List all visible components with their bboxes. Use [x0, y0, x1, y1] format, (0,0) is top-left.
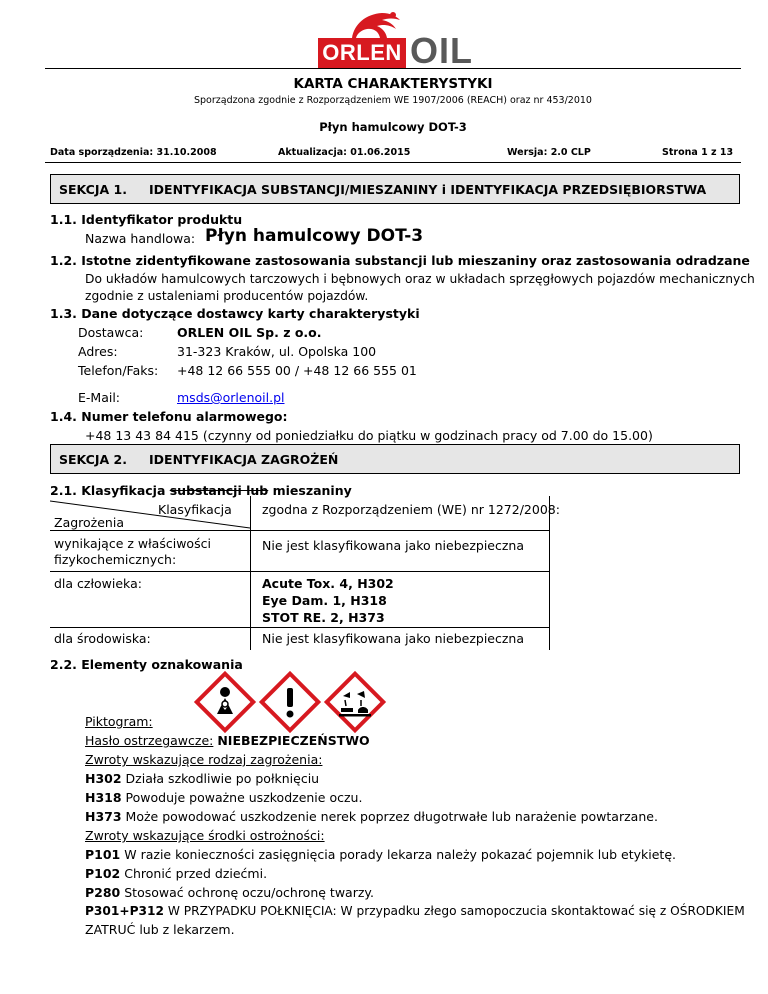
signal-word-value: NIEBEZPIECZEŃSTWO: [217, 733, 370, 748]
address-value: 31-323 Kraków, ul. Opolska 100: [177, 344, 377, 359]
precaution-code: P102: [85, 866, 121, 881]
hazard-text: Działa szkodliwie po połknięciu: [125, 771, 320, 786]
precaution-continuation: ZATRUĆ lub z lekarzem.: [85, 922, 235, 937]
heading-1-4: 1.4. Numer telefonu alarmowego:: [50, 409, 288, 424]
phone-value: +48 12 66 555 00 / +48 12 66 555 01: [177, 363, 417, 378]
hazard-text: Powoduje poważne uszkodzenie oczu.: [125, 790, 363, 805]
oil-wordmark: OIL: [410, 30, 473, 71]
heading-2-1-struck: substancji lub: [169, 483, 269, 498]
precaution-code: P280: [85, 885, 121, 900]
meta-rule: [45, 162, 741, 163]
phone-label: Telefon/Faks:: [78, 363, 159, 378]
precaution-statement: [85, 904, 745, 918]
product-title: Płyn hamulcowy DOT-3: [319, 120, 467, 134]
heading-1-2: 1.2. Istotne zidentyfikowane zastosowania substancji lub mieszaniny oraz zastosowania odradzane: [50, 253, 750, 268]
hazard-code: H373: [85, 809, 122, 824]
version: Wersja: 2.0 CLP: [507, 147, 591, 158]
table-corner-top: Klasyfikacja: [158, 502, 232, 517]
heading-1-3: 1.3. Dane dotyczące dostawcy karty charakterystyki: [50, 306, 420, 321]
section-1-header: [50, 174, 740, 204]
hazard-statement: [85, 771, 319, 786]
heading-2-1-prefix: 2.1. Klasyfikacja: [50, 483, 170, 498]
exclamation-icon: [258, 670, 322, 734]
hazard-statement: [85, 809, 658, 824]
hazard-code: H302: [85, 771, 122, 786]
trade-name-label: Nazwa handlowa:: [85, 231, 196, 246]
header-rule: [45, 68, 741, 69]
supplier-label: Dostawca:: [78, 325, 144, 340]
use-line-1: Do układów hamulcowych tarczowych i bębnowych oraz w układach sprzęgłowych pojazdów mechanicznych: [85, 272, 755, 286]
table-row-rule: [50, 571, 550, 572]
emergency-phone: +48 13 43 84 415 (czynny od poniedziałku do piątku w godzinach pracy od 7.00 do 15.00): [85, 428, 653, 443]
eagle-logo-icon: [346, 8, 406, 40]
row-2-label: dla człowieka:: [54, 576, 142, 591]
corrosion-icon: [323, 670, 387, 734]
table-header: zgodna z Rozporządzeniem (WE) nr 1272/2008:: [262, 502, 560, 517]
precaution-statement: [85, 885, 374, 900]
row-3-label: dla środowiska:: [54, 631, 151, 646]
orlen-wordmark: ORLEN: [318, 38, 406, 68]
supplier-value: ORLEN OIL Sp. z o.o.: [177, 325, 322, 340]
use-line-2: zgodnie z ustaleniami producentów pojazdów.: [85, 289, 369, 303]
section-2-header: [50, 444, 740, 474]
address-label: Adres:: [78, 344, 118, 359]
precaution-text: W PRZYPADKU POŁKNIĘCIA: W przypadku złego samopoczucia skontaktować się z OŚRODKIEM: [167, 904, 745, 918]
page-number: Strona 1 z 13: [662, 147, 734, 158]
row-2-value-2: Eye Dam. 1, H318: [262, 593, 387, 608]
orlen-oil-logo: [318, 8, 478, 71]
hazard-statement: [85, 790, 362, 805]
section-number: SEKCJA 2.: [59, 452, 127, 467]
hazard-text: Może powodować uszkodzenie nerek poprzez długotrwałe lub narażenie powtarzane.: [125, 809, 658, 824]
table-row-rule: [50, 530, 550, 531]
heading-2-1-suffix: mieszaniny: [268, 483, 352, 498]
section-number: SEKCJA 1.: [59, 182, 127, 197]
email-link[interactable]: msds@orlenoil.pl: [177, 390, 285, 405]
doc-subtitle: Sporządzona zgodnie z Rozporządzeniem WE 1907/2006 (REACH) oraz nr 453/2010: [194, 95, 592, 106]
section-title: IDENTYFIKACJA ZAGROŻEŃ: [149, 452, 339, 467]
signal-word-label: Hasło ostrzegawcze:: [85, 733, 214, 748]
row-1-label-cont: fizykochemicznych:: [54, 552, 177, 567]
precaution-code: P101: [85, 847, 121, 862]
row-1-label: wynikające z właściwości: [54, 536, 211, 551]
precaution-statement: [85, 847, 676, 862]
heading-2-1: [50, 483, 352, 498]
signal-word-line: [85, 733, 370, 748]
date-prepared: Data sporządzenia: 31.10.2008: [50, 147, 217, 158]
hazard-statements-header: Zwroty wskazujące rodzaj zagrożenia:: [85, 752, 323, 767]
precaution-statement: [85, 866, 267, 881]
precaution-text: Stosować ochronę oczu/ochronę twarzy.: [124, 885, 374, 900]
section-title: IDENTYFIKACJA SUBSTANCJI/MIESZANINY i IDENTYFIKACJA PRZEDSIĘBIORSTWA: [149, 182, 707, 197]
precaution-text: W razie konieczności zasięgnięcia porady lekarza należy pokazać pojemnik lub etykietę.: [124, 847, 676, 862]
table-row-rule: [50, 627, 550, 628]
table-corner-bottom: Zagrożenia: [54, 515, 124, 530]
heading-1-1: 1.1. Identyfikator produktu: [50, 212, 243, 227]
hazard-code: H318: [85, 790, 122, 805]
doc-title: KARTA CHARAKTERYSTYKI: [293, 76, 493, 92]
row-2-value-3: STOT RE. 2, H373: [262, 610, 385, 625]
health-hazard-icon: [193, 670, 257, 734]
pictogram-label: Piktogram:: [85, 714, 153, 729]
precaution-statements-header: Zwroty wskazujące środki ostrożności:: [85, 828, 325, 843]
row-3-value: Nie jest klasyfikowana jako niebezpieczna: [262, 631, 525, 646]
precaution-text: Chronić przed dziećmi.: [124, 866, 268, 881]
update-date: Aktualizacja: 01.06.2015: [278, 147, 411, 158]
row-2-value-1: Acute Tox. 4, H302: [262, 576, 394, 591]
row-1-value: Nie jest klasyfikowana jako niebezpieczna: [262, 538, 525, 553]
email-label: E-Mail:: [78, 390, 121, 405]
trade-name-value: Płyn hamulcowy DOT-3: [205, 226, 424, 246]
precaution-code: P301+P312: [85, 904, 164, 918]
heading-2-2: 2.2. Elementy oznakowania: [50, 657, 243, 672]
